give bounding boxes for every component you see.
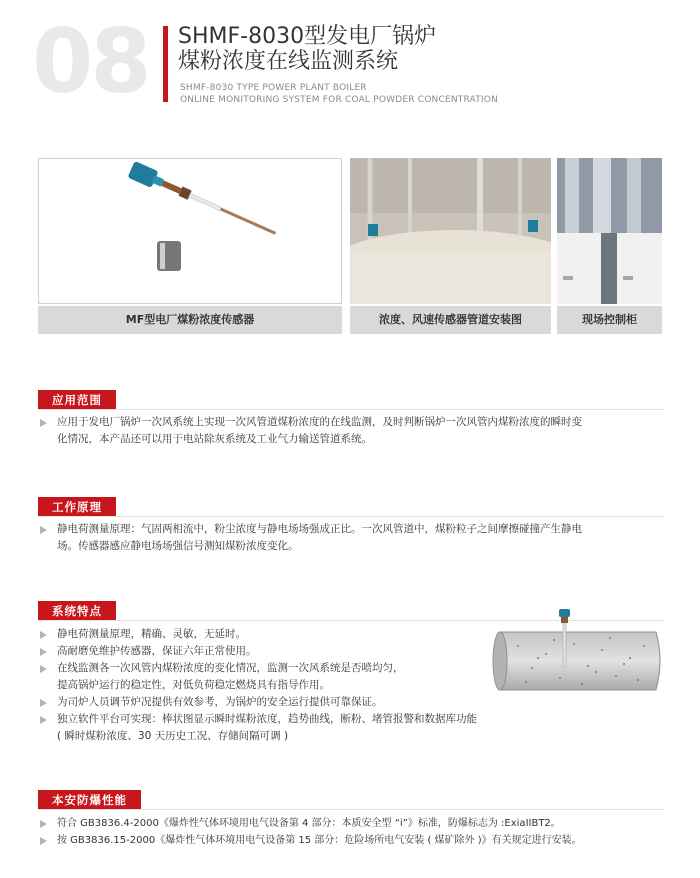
features-item: 独立软件平台可实现：棒状图显示瞬时煤粉浓度，趋势曲线，断粉、堵管报警和数据库功能 — [38, 711, 558, 728]
application-heading: 应用范围 — [38, 390, 116, 410]
application-divider — [38, 409, 664, 410]
features-item: 高耐磨免维护传感器，保证六年正常使用。 — [38, 643, 558, 660]
safety-item: 符合 GB3836.4-2000《爆炸性气体环境用电气设备第 4 部分：本质安全型 “i”》标准，防爆标志为 :ExiaIIBT2。 — [38, 815, 668, 832]
control-cabinet-photo — [557, 158, 662, 304]
safety-item: 按 GB3836.15-2000《爆炸性气体环境用电气设备第 15 部分：危险场所电气安装 ( 煤矿除外 )》有关规定进行安装。 — [38, 832, 668, 849]
features-item: 为司炉人员调节炉况提供有效参考，为锅炉的安全运行提供可靠保证。 — [38, 694, 558, 711]
principle-heading: 工作原理 — [38, 497, 116, 517]
application-item: 应用于发电厂锅炉一次风系统上实现一次风管道煤粉浓度的在线监测，及时判断锅炉一次风管内煤粉浓度的瞬时变 — [38, 414, 668, 431]
safety-heading: 本安防爆性能 — [38, 790, 141, 810]
safety-body — [38, 815, 668, 849]
bullet-triangle-icon — [40, 665, 47, 673]
bullet-triangle-icon — [40, 526, 47, 534]
pipe-sensor-illustration — [488, 606, 666, 696]
features-body — [38, 626, 558, 745]
subtitle-line-2: ONLINE MONITORING SYSTEM FOR COAL POWDER CONCENTRATION — [180, 95, 498, 105]
sensor-photo — [38, 158, 342, 304]
application-item-continued: 化情况，本产品还可以用于电站除灰系统及工业气力输送管道系统。 — [57, 433, 372, 445]
bullet-triangle-icon — [40, 631, 47, 639]
control-cabinet-caption: 现场控制柜 — [557, 306, 662, 334]
features-item-continued: 提高锅炉运行的稳定性，对低负荷稳定燃烧具有指导作用。 — [57, 679, 330, 691]
bullet-triangle-icon — [40, 820, 47, 828]
page-subtitle — [180, 82, 498, 106]
page-title — [178, 24, 436, 74]
principle-body — [38, 521, 668, 555]
principle-item: 静电荷测量原理：气固两相流中，粉尘浓度与静电场场强成正比。一次风管道中，煤粉粒子之间摩擦碰撞产生静电 — [38, 521, 668, 538]
bullet-triangle-icon — [40, 648, 47, 656]
features-item-continued: ( 瞬时煤粉浓度、30 天历史工况、存储间隔可调 ) — [57, 730, 289, 742]
bullet-triangle-icon — [40, 419, 47, 427]
principle-divider — [38, 516, 664, 517]
pipe-installation-photo — [350, 158, 551, 304]
features-item: 在线监测各一次风管内煤粉浓度的变化情况，监测一次风系统是否喷均匀， — [38, 660, 558, 677]
safety-divider — [38, 809, 664, 810]
sensor-caption: MF型电厂煤粉浓度传感器 — [38, 306, 342, 334]
principle-item-continued: 场。传感器感应静电场场强信号测知煤粉浓度变化。 — [57, 540, 299, 552]
title-line-1: SHMF-8030型发电厂锅炉 — [178, 24, 437, 49]
title-line-2: 煤粉浓度在线监测系统 — [178, 49, 399, 74]
bullet-triangle-icon — [40, 716, 47, 724]
application-body — [38, 414, 668, 448]
section-number: 08 — [32, 10, 149, 113]
subtitle-line-1: SHMF-8030 TYPE POWER PLANT BOILER — [180, 83, 367, 93]
features-heading: 系统特点 — [38, 601, 116, 621]
pipe-installation-caption: 浓度、风速传感器管道安装图 — [350, 306, 551, 334]
bullet-triangle-icon — [40, 837, 47, 845]
features-item: 静电荷测量原理，精确、灵敏，无延时。 — [38, 626, 558, 643]
title-accent-bar — [163, 26, 168, 102]
bullet-triangle-icon — [40, 699, 47, 707]
